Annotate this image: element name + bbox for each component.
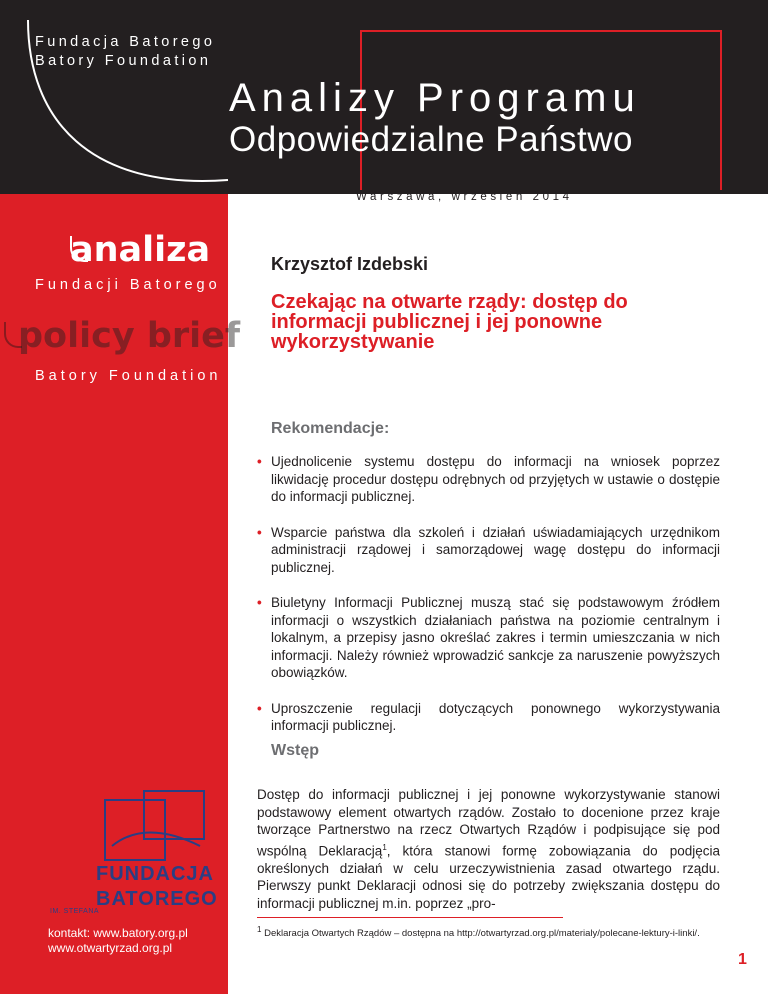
- decorative-curve: [0, 0, 230, 194]
- date-line: Warszawa, wrzesień 2014: [356, 191, 573, 203]
- footnote-number: 1: [257, 925, 262, 934]
- contact-link-batory[interactable]: kontakt: www.batory.org.pl: [48, 926, 188, 940]
- logo-text-batorego: BATOREGO: [96, 888, 218, 910]
- brand-analiza-sub: Fundacji Batorego: [35, 277, 221, 293]
- header-band: [0, 0, 768, 194]
- recommendation-text: Uproszczenie regulacji dotyczących ponownego wykorzystywania informacji publicznej.: [271, 700, 720, 733]
- brand-policy-sub: Batory Foundation: [35, 368, 222, 384]
- brand-policy-brief: policy brief: [18, 316, 241, 356]
- footnote-text: Deklaracja Otwartych Rządów – dostępna na http://otwartyrzad.org.pl/materialy/polecane-lektury-i-linki/.: [264, 928, 700, 940]
- list-item: [257, 524, 720, 577]
- list-item: [257, 594, 720, 682]
- series-title: Analizy Programu: [229, 76, 641, 120]
- recommendations-heading: Rekomendacje:: [271, 420, 390, 437]
- recommendation-text: Biuletyny Informacji Publicznej muszą stać się podstawowym źródłem informacji o wszystkich działaniach państwa na poziomie centralnym i lokalnym, a przepisy jasno określać zakres i termin umieszczania w nich informacji. Należy również wprowadzić sankcje za naruszenie powyższych obowiązków.: [271, 595, 720, 680]
- contact-link-otwartyrzad[interactable]: www.otwartyrzad.org.pl: [48, 941, 173, 955]
- page-number: 1: [738, 951, 747, 968]
- footnote-reference[interactable]: 1: [382, 842, 387, 852]
- logo-text-prefix: IM. STEFANA: [50, 908, 100, 915]
- intro-heading: Wstęp: [271, 742, 319, 759]
- recommendations-list: [257, 453, 720, 753]
- document-title: Czekając na otwarte rządy: dostęp do informacji publicznej i jej ponowne wykorzystywanie: [271, 291, 628, 353]
- bullet-icon: •: [257, 454, 262, 469]
- list-item: [257, 700, 720, 735]
- footnote: [257, 923, 720, 940]
- list-item: [257, 453, 720, 506]
- author-name: Krzysztof Izdebski: [271, 254, 429, 274]
- intro-text-part2: , która stanowi formę zobowiązania do podjęcia określonych działań w celu urzeczywistnienia zasad otwartego rządu. Pierwszy punkt Deklaracji odnosi się do potrzeby zwiększania dostępu do informacji publicznej m.in. poprzez „pro-: [257, 843, 720, 911]
- bullet-icon: •: [257, 595, 262, 610]
- foundation-logo-icon: [104, 790, 214, 862]
- bullet-icon: •: [257, 524, 262, 540]
- contact-info: [48, 926, 188, 956]
- recommendation-text: Wsparcie państwa dla szkoleń i działań uświadamiających urzędnikom administracji rządowej i samorządowej wagę dostępu do informacji publicznej.: [271, 524, 720, 575]
- logo-text-fundacja: FUNDACJA: [96, 863, 214, 885]
- series-subtitle: Odpowiedzialne Państwo: [229, 120, 634, 159]
- footnote-divider: [257, 917, 563, 918]
- recommendation-text: Ujednolicenie systemu dostępu do informacji na wniosek poprzez likwidację procedur dostępu odrębnych od przyjętych w ustawie o dostępie do informacji publicznej.: [271, 454, 720, 504]
- intro-text-part1: Dostęp do informacji publicznej i jej ponowne wykorzystywanie stanowi podstawowy element otwartych rządów. Zostało to docenione przez kraje tworzące Partnerstwo na rzecz Otwartych Rządów i podpisujące się pod wspólną Deklaracją: [257, 787, 720, 858]
- brand-analiza: analiza: [70, 230, 211, 270]
- bullet-icon: •: [257, 700, 262, 716]
- intro-paragraph: [257, 786, 720, 912]
- org-name-pl: Fundacja Batorego: [35, 34, 216, 50]
- org-name-en: Batory Foundation: [35, 53, 212, 69]
